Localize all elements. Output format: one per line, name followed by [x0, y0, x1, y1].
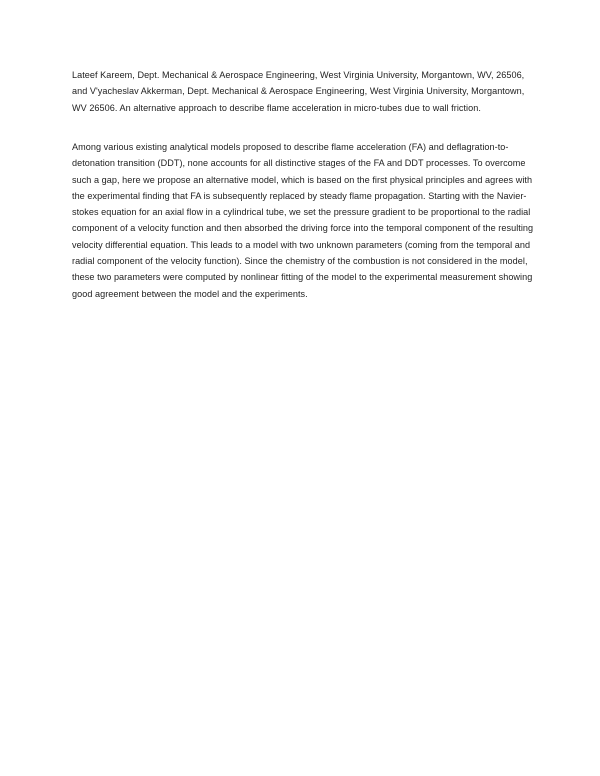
abstract-paragraph: Among various existing analytical models proposed to describe flame acceleration (FA) and deflagration-to-detonation transition (DDT), none accounts for all distinctive stages of the FA and DDT processes. To overcome such a gap, here we propose an alternative model, which is based on the first physical principles and agrees with the experimental finding that FA is subsequently replaced by steady flame propagation. Starting with the Navier-stokes equation for an axial flow in a cylindrical tube, we set the pressure gradient to be proportional to the radial component of a velocity function and then absorbed the driving force into the temporal component of the resulting velocity differential equation. This leads to a model with two unknown parameters (coming from the temporal and radial component of the velocity function). Since the chemistry of the combustion is not considered in the model, these two parameters were computed by nonlinear fitting of the model to the experimental measurement showing good agreement between the model and the experiments.	[72, 142, 534, 299]
authors-paragraph: Lateef Kareem, Dept. Mechanical & Aerospace Engineering, West Virginia University, Morgantown, WV, 26506, and V'yacheslav Akkerman, Dept. Mechanical & Aerospace Engineering, West Virginia University, Morgantown, WV 26506. An alternative approach to describe flame acceleration in micro-tubes due to wall friction.	[72, 70, 525, 113]
